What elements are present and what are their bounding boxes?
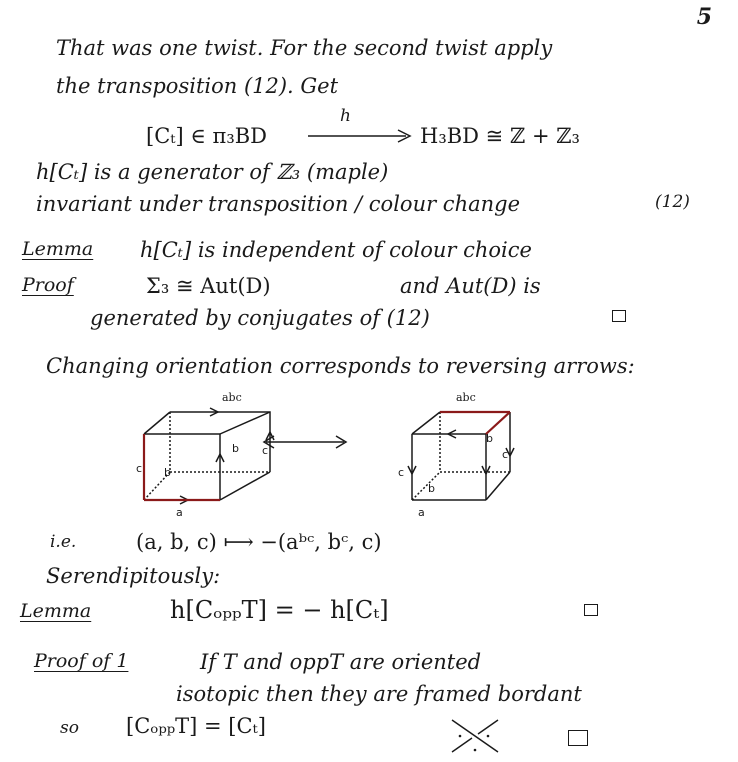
proof-of-1-line1: If T and oppT are oriented — [200, 650, 482, 674]
text-line-4: h[Cₜ] is a generator of ℤ₃ (maple) — [36, 160, 389, 184]
svg-text:a: a — [176, 506, 183, 519]
proof-formula: Σ₃ ≅ Aut(D) — [146, 274, 271, 298]
so-formula: [CₒₚₚT] = [Cₜ] — [126, 714, 266, 738]
right-arrow-icon — [306, 126, 416, 146]
svg-text:c: c — [502, 448, 509, 461]
orientation-map-formula: (a, b, c) ⟼ −(aᵇᶜ, bᶜ, c) — [136, 530, 382, 554]
svg-text:c: c — [398, 466, 405, 479]
homology-target: H₃BD ≅ ℤ + ℤ₃ — [420, 124, 580, 148]
crossing-diagram-icon — [448, 716, 504, 756]
orientation-sentence: Changing orientation corresponds to reversing arrows: — [46, 354, 635, 378]
text-line-1: That was one twist. For the second twist apply — [56, 36, 553, 60]
transposition-tag: (12) — [655, 192, 690, 212]
lemma2-label: Lemma — [20, 600, 92, 622]
svg-text:b: b — [428, 482, 435, 495]
svg-text:b: b — [486, 432, 493, 445]
page-number: 5 — [696, 4, 712, 30]
svg-text:b: b — [164, 466, 171, 479]
double-arrow-icon — [260, 432, 350, 452]
proof-text-2: generated by conjugates of (12) — [90, 306, 430, 330]
svg-text:c: c — [136, 462, 143, 475]
map-label-h: h — [340, 106, 351, 126]
ie-label: i.e. — [50, 532, 77, 552]
lemma-label: Lemma — [22, 238, 94, 260]
serendipitously-label: Serendipitously: — [46, 564, 221, 588]
cube-label-abc-left: abc — [222, 391, 242, 404]
text-line-2: the transposition (12). Get — [56, 74, 339, 98]
text-line-5: invariant under transposition / colour change — [36, 192, 521, 216]
qed-box-2 — [584, 604, 598, 616]
svg-text:c: c — [262, 444, 269, 457]
lemma-statement: h[Cₜ] is independent of colour choice — [140, 238, 532, 262]
cube-diagram-right — [376, 392, 526, 522]
cube-label-abc-right: abc — [456, 391, 476, 404]
lemma2-formula: h[CₒₚₚT] = − h[Cₜ] — [170, 596, 389, 624]
so-label: so — [60, 718, 79, 738]
proof-of-1-label: Proof of 1 — [34, 650, 129, 672]
proof-text-1: and Aut(D) is — [400, 274, 541, 298]
svg-text:a: a — [418, 506, 425, 519]
homology-element: [Cₜ] ∈ π₃BD — [146, 124, 268, 148]
qed-box-3 — [568, 730, 588, 746]
svg-text:b: b — [232, 442, 239, 455]
cube-diagram-left — [120, 392, 280, 522]
qed-box-1 — [612, 310, 626, 322]
proof-of-1-line2: isotopic then they are framed bordant — [176, 682, 582, 706]
proof-label: Proof — [22, 274, 74, 296]
